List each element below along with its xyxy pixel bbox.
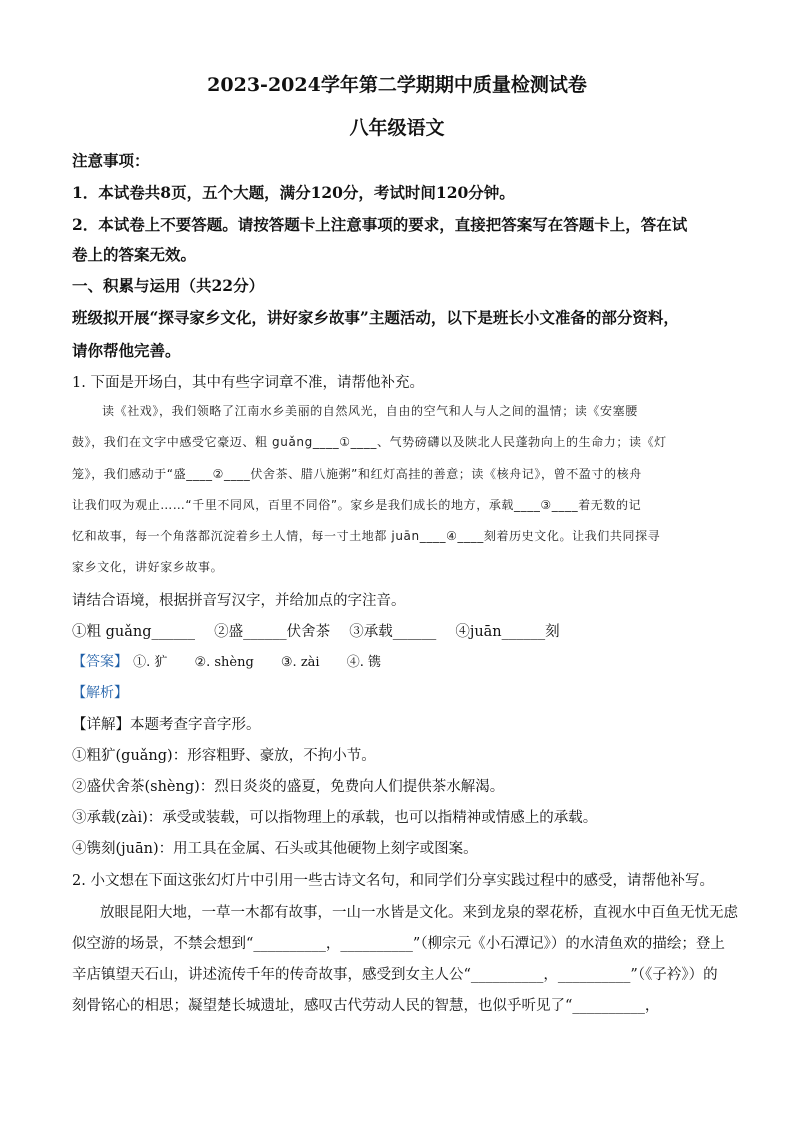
answer-label: 【答案】: [72, 654, 128, 670]
answer-row: [72, 651, 732, 671]
passage-line: 让我们叹为观止……“千里不同风，百里不同俗”。家乡是我们成长的地方，承载____③____着无数的记: [72, 498, 642, 512]
exam-title: 2023-2024学年第二学期期中质量检测试卷: [207, 74, 587, 96]
question-2-line: 辛店镇望天石山，讲述流传千年的传奇故事，感受到女主人公“__________，__________”（《子衿》）的: [72, 967, 718, 983]
section-intro-line-2: 请你帮他完善。: [72, 341, 181, 360]
section-intro-line-1: 班级拟开展“探寻家乡文化，讲好家乡故事”主题活动，以下是班长小文准备的部分资料，: [72, 308, 679, 327]
exam-subtitle: 八年级语文: [349, 117, 445, 139]
explanation-item: ④镌刻(juān)：用工具在金属、石头或其他硬物上刻字或图案。: [72, 841, 478, 857]
notice-item-1: 1．本试卷共8页，五个大题，满分120分，考试时间120分钟。: [72, 183, 515, 202]
answer-item: ①. 犷: [133, 655, 168, 670]
notice-item-2-line-2: 卷上的答案无效。: [72, 245, 197, 264]
passage-line: 读《社戏》，我们领略了江南水乡美丽的自然风光，自由的空气和人与人之间的温情；读《安塞腰: [102, 404, 638, 418]
question-2-line: 似空游的场景，不禁会想到“__________，__________”（柳宗元《小石潭记》）的水清鱼欢的描绘；登上: [72, 936, 725, 952]
analysis-label: 【解析】: [72, 685, 128, 701]
notice-item-2-line-1: 2．本试卷上不要答题。请按答题卡上注意事项的要求，直接把答案写在答题卡上，答在试: [72, 215, 688, 234]
explanation-item: ②盛伏舍茶(shèng)：烈日炎炎的盛夏，免费向人们提供茶水解渴。: [72, 779, 505, 795]
answer-item: ②. shèng: [194, 655, 254, 670]
question-1-blanks: ①粗 guǎng______ ②盛______伏舍茶 ③承载______ ④juān______刻: [72, 624, 560, 640]
question-2-line: 放眼昆阳大地，一草一木都有故事，一山一水皆是文化。来到龙泉的翠花桥，直视水中百鱼无忧无虑: [100, 905, 738, 921]
notice-heading: 注意事项：: [72, 151, 150, 170]
question-2-line: 刻骨铭心的相思；凝望楚长城遗址，感叹古代劳动人民的智慧，也似乎听见了“__________，: [72, 998, 660, 1014]
section-heading: 一、积累与运用（共22分）: [72, 276, 265, 295]
passage-line: 鼓》，我们在文字中感受它豪迈、粗 guǎng____①____、气势磅礴以及陕北人民蓬勃向上的生命力；读《灯: [72, 435, 667, 449]
passage-line: 忆和故事，每一个角落都沉淀着乡土人情，每一寸土地都 juān____④____刻着历史文化。让我们共同探寻: [72, 529, 661, 543]
explanation-item: ③承载(zài)：承受或装载，可以指物理上的承载，也可以指精神或情感上的承载。: [72, 810, 598, 826]
question-1-instruction: 请结合语境，根据拼音写汉字，并给加点的字注音。: [72, 593, 406, 609]
explanation-item: ①粗犷(guǎng)：形容粗野、豪放，不拘小节。: [72, 748, 376, 764]
detail-heading: 【详解】本题考查字音字形。: [72, 717, 261, 733]
question-1-stem: 1. 下面是开场白，其中有些字词章不准，请帮他补充。: [72, 375, 424, 391]
answer-item: ④. 镌: [346, 655, 381, 670]
question-2-stem: 2. 小文想在下面这张幻灯片中引用一些古诗文名句，和同学们分享实践过程中的感受，请帮他补写。: [72, 873, 714, 889]
passage-line: 家乡文化，讲好家乡故事。: [72, 560, 224, 574]
answer-item: ③. zài: [280, 655, 320, 670]
passage-line: 笼》，我们感动于“盛____②____伏舍茶、腊八施粥”和红灯高挂的善意；读《核舟记》，曾不盈寸的核舟: [72, 467, 642, 481]
